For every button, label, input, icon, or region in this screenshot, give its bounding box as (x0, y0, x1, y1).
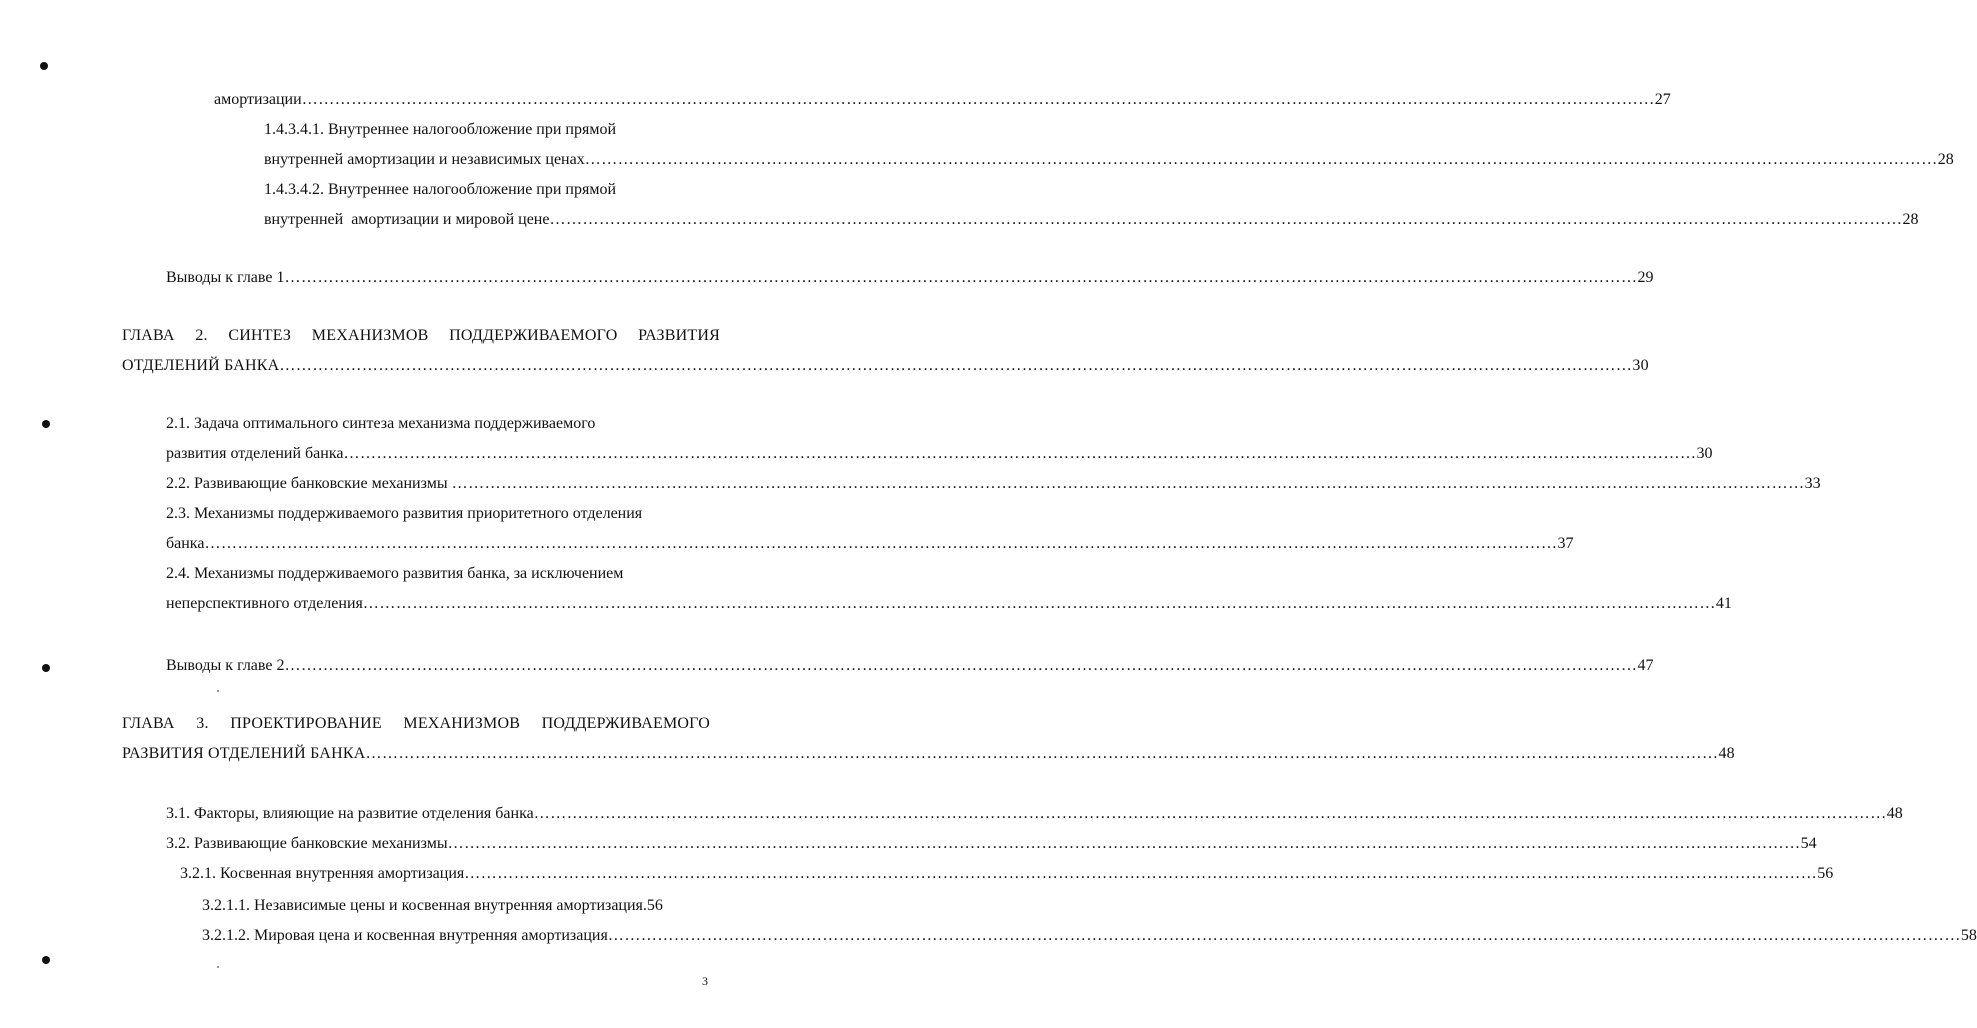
toc-entry: развития отделений банка ………………………………………………………………………………………………………………………………………………………………………………………………………………………… 30 (166, 445, 1713, 462)
dot-leader: ………………………………………………………………………………………………………………………………………………………………………………………………………………………… (301, 91, 1655, 108)
toc-entry: 3.1. Факторы, влияющие на развитие отделения банка ………………………………………………………………………………………………………………………………………………………………………………………………………………………… 48 (166, 805, 1903, 822)
toc-entry: 2.2. Развивающие банковские механизмы ………………………………………………………………………………………………………………………………………………………………………………………………………………………… 33 (166, 475, 1821, 492)
dot-leader: ………………………………………………………………………………………………………………………………………………………………………………………………………………………… (451, 475, 1805, 492)
dot-leader: ………………………………………………………………………………………………………………………………………………………………………………………………………………………… (343, 445, 1697, 462)
chapter-heading-line: ОТДЕЛЕНИЙ БАНКА ………………………………………………………………………………………………………………………………………………………………………………………………………………………… 30 (122, 357, 1649, 374)
chapter-heading-line: ГЛАВА 2. СИНТЕЗ МЕХАНИЗМОВ ПОДДЕРЖИВАЕМОГО РАЗВИТИЯ (122, 327, 720, 344)
dot-leader: ………………………………………………………………………………………………………………………………………………………………………………………………………………………… (533, 805, 1887, 822)
toc-entry: 1.4.3.4.2. Внутреннее налогообложение при прямой (264, 181, 617, 198)
toc-entry: Выводы к главе 1 ………………………………………………………………………………………………………………………………………………………………………………………………………………………… 29 (166, 269, 1654, 286)
dot-leader: ………………………………………………………………………………………………………………………………………………………………………………………………………………………… (584, 151, 1938, 168)
dot-leader: ………………………………………………………………………………………………………………………………………………………………………………………………………………………… (204, 535, 1558, 552)
toc-page-number: 28 (1937, 151, 1954, 168)
toc-entry: неперспективного отделения ………………………………………………………………………………………………………………………………………………………………………………………………………………………… 41 (166, 595, 1732, 612)
toc-entry: 2.4. Механизмы поддерживаемого развития банка, за исключением (166, 565, 624, 582)
toc-entry: банка ………………………………………………………………………………………………………………………………………………………………………………………………………………………… 37 (166, 535, 1574, 552)
binder-hole-mark (42, 420, 50, 428)
dot-leader: ………………………………………………………………………………………………………………………………………………………………………………………………………………………… (549, 211, 1903, 228)
page-number: 3 (702, 974, 708, 988)
binder-hole-mark (42, 956, 50, 964)
dot-leader: ………………………………………………………………………………………………………………………………………………………………………………………………………………………… (284, 657, 1638, 674)
dot-leader: ………………………………………………………………………………………………………………………………………………………………………………………………………………………… (447, 835, 1801, 852)
scan-speck (217, 966, 219, 968)
toc-entry: амортизации ………………………………………………………………………………………………………………………………………………………………………………………………………………………… 27 (214, 91, 1671, 108)
toc-entry: 3.2.1.1. Независимые цены и косвенная внутренняя амортизация.56 (202, 897, 663, 914)
chapter-heading-line: РАЗВИТИЯ ОТДЕЛЕНИЙ БАНКА ………………………………………………………………………………………………………………………………………………………………………………………………………………………… 48 (122, 745, 1735, 762)
toc-entry: 3.2.1.2. Мировая цена и косвенная внутренняя амортизация ………………………………………………………………………………………………………………………………………………………………………………………………………………………… 58 (202, 927, 1977, 944)
toc-entry: 3.2.1. Косвенная внутренняя амортизация ………………………………………………………………………………………………………………………………………………………………………………………………………………………… 56 (180, 865, 1834, 882)
toc-page-number: 37 (1557, 535, 1574, 552)
toc-entry: 2.3. Механизмы поддерживаемого развития приоритетного отделения (166, 505, 643, 522)
toc-page-number: 30 (1696, 445, 1713, 462)
dot-leader: ………………………………………………………………………………………………………………………………………………………………………………………………………………………… (607, 927, 1961, 944)
toc-entry: 2.1. Задача оптимального синтеза механизма поддерживаемого (166, 415, 596, 432)
toc-entry: внутренней амортизации и мировой цене ………………………………………………………………………………………………………………………………………………………………………………………………………………………… 28 (264, 211, 1919, 228)
toc-page-number: 58 (1960, 927, 1977, 944)
toc-page-number: 28 (1902, 211, 1919, 228)
dot-leader: ………………………………………………………………………………………………………………………………………………………………………………………………………………………… (362, 595, 1716, 612)
toc-page-number: 33 (1804, 475, 1821, 492)
toc-page-number: 41 (1715, 595, 1732, 612)
toc-page-number: 56 (1817, 865, 1834, 882)
toc-entry: внутренней амортизации и независимых ценах ………………………………………………………………………………………………………………………………………………………………………………………………………………………… 28 (264, 151, 1954, 168)
toc-entry: 1.4.3.4.1. Внутреннее налогообложение при прямой (264, 121, 617, 138)
dot-leader: ………………………………………………………………………………………………………………………………………………………………………………………………………………………… (279, 357, 1633, 374)
scan-speck (217, 690, 219, 692)
toc-page-number: 48 (1718, 745, 1735, 762)
binder-hole-mark (42, 664, 50, 672)
toc-page-number: 29 (1637, 269, 1654, 286)
dot-leader: ………………………………………………………………………………………………………………………………………………………………………………………………………………………… (284, 269, 1638, 286)
toc-entry: Выводы к главе 2 ………………………………………………………………………………………………………………………………………………………………………………………………………………………… 47 (166, 657, 1654, 674)
chapter-heading-line: ГЛАВА 3. ПРОЕКТИРОВАНИЕ МЕХАНИЗМОВ ПОДДЕРЖИВАЕМОГО (122, 715, 710, 732)
toc-entry: 3.2. Развивающие банковские механизмы ………………………………………………………………………………………………………………………………………………………………………………………………………………………… 54 (166, 835, 1817, 852)
dot-leader: ………………………………………………………………………………………………………………………………………………………………………………………………………………………… (365, 745, 1719, 762)
toc-page-number: 47 (1637, 657, 1654, 674)
toc-page-number: 30 (1632, 357, 1649, 374)
binder-hole-mark (40, 62, 48, 70)
toc-page-number: 48 (1886, 805, 1903, 822)
toc-page-number: 54 (1800, 835, 1817, 852)
toc-page-number: 27 (1654, 91, 1671, 108)
dot-leader: ………………………………………………………………………………………………………………………………………………………………………………………………………………………… (464, 865, 1818, 882)
toc-page-number: 56 (646, 897, 663, 914)
